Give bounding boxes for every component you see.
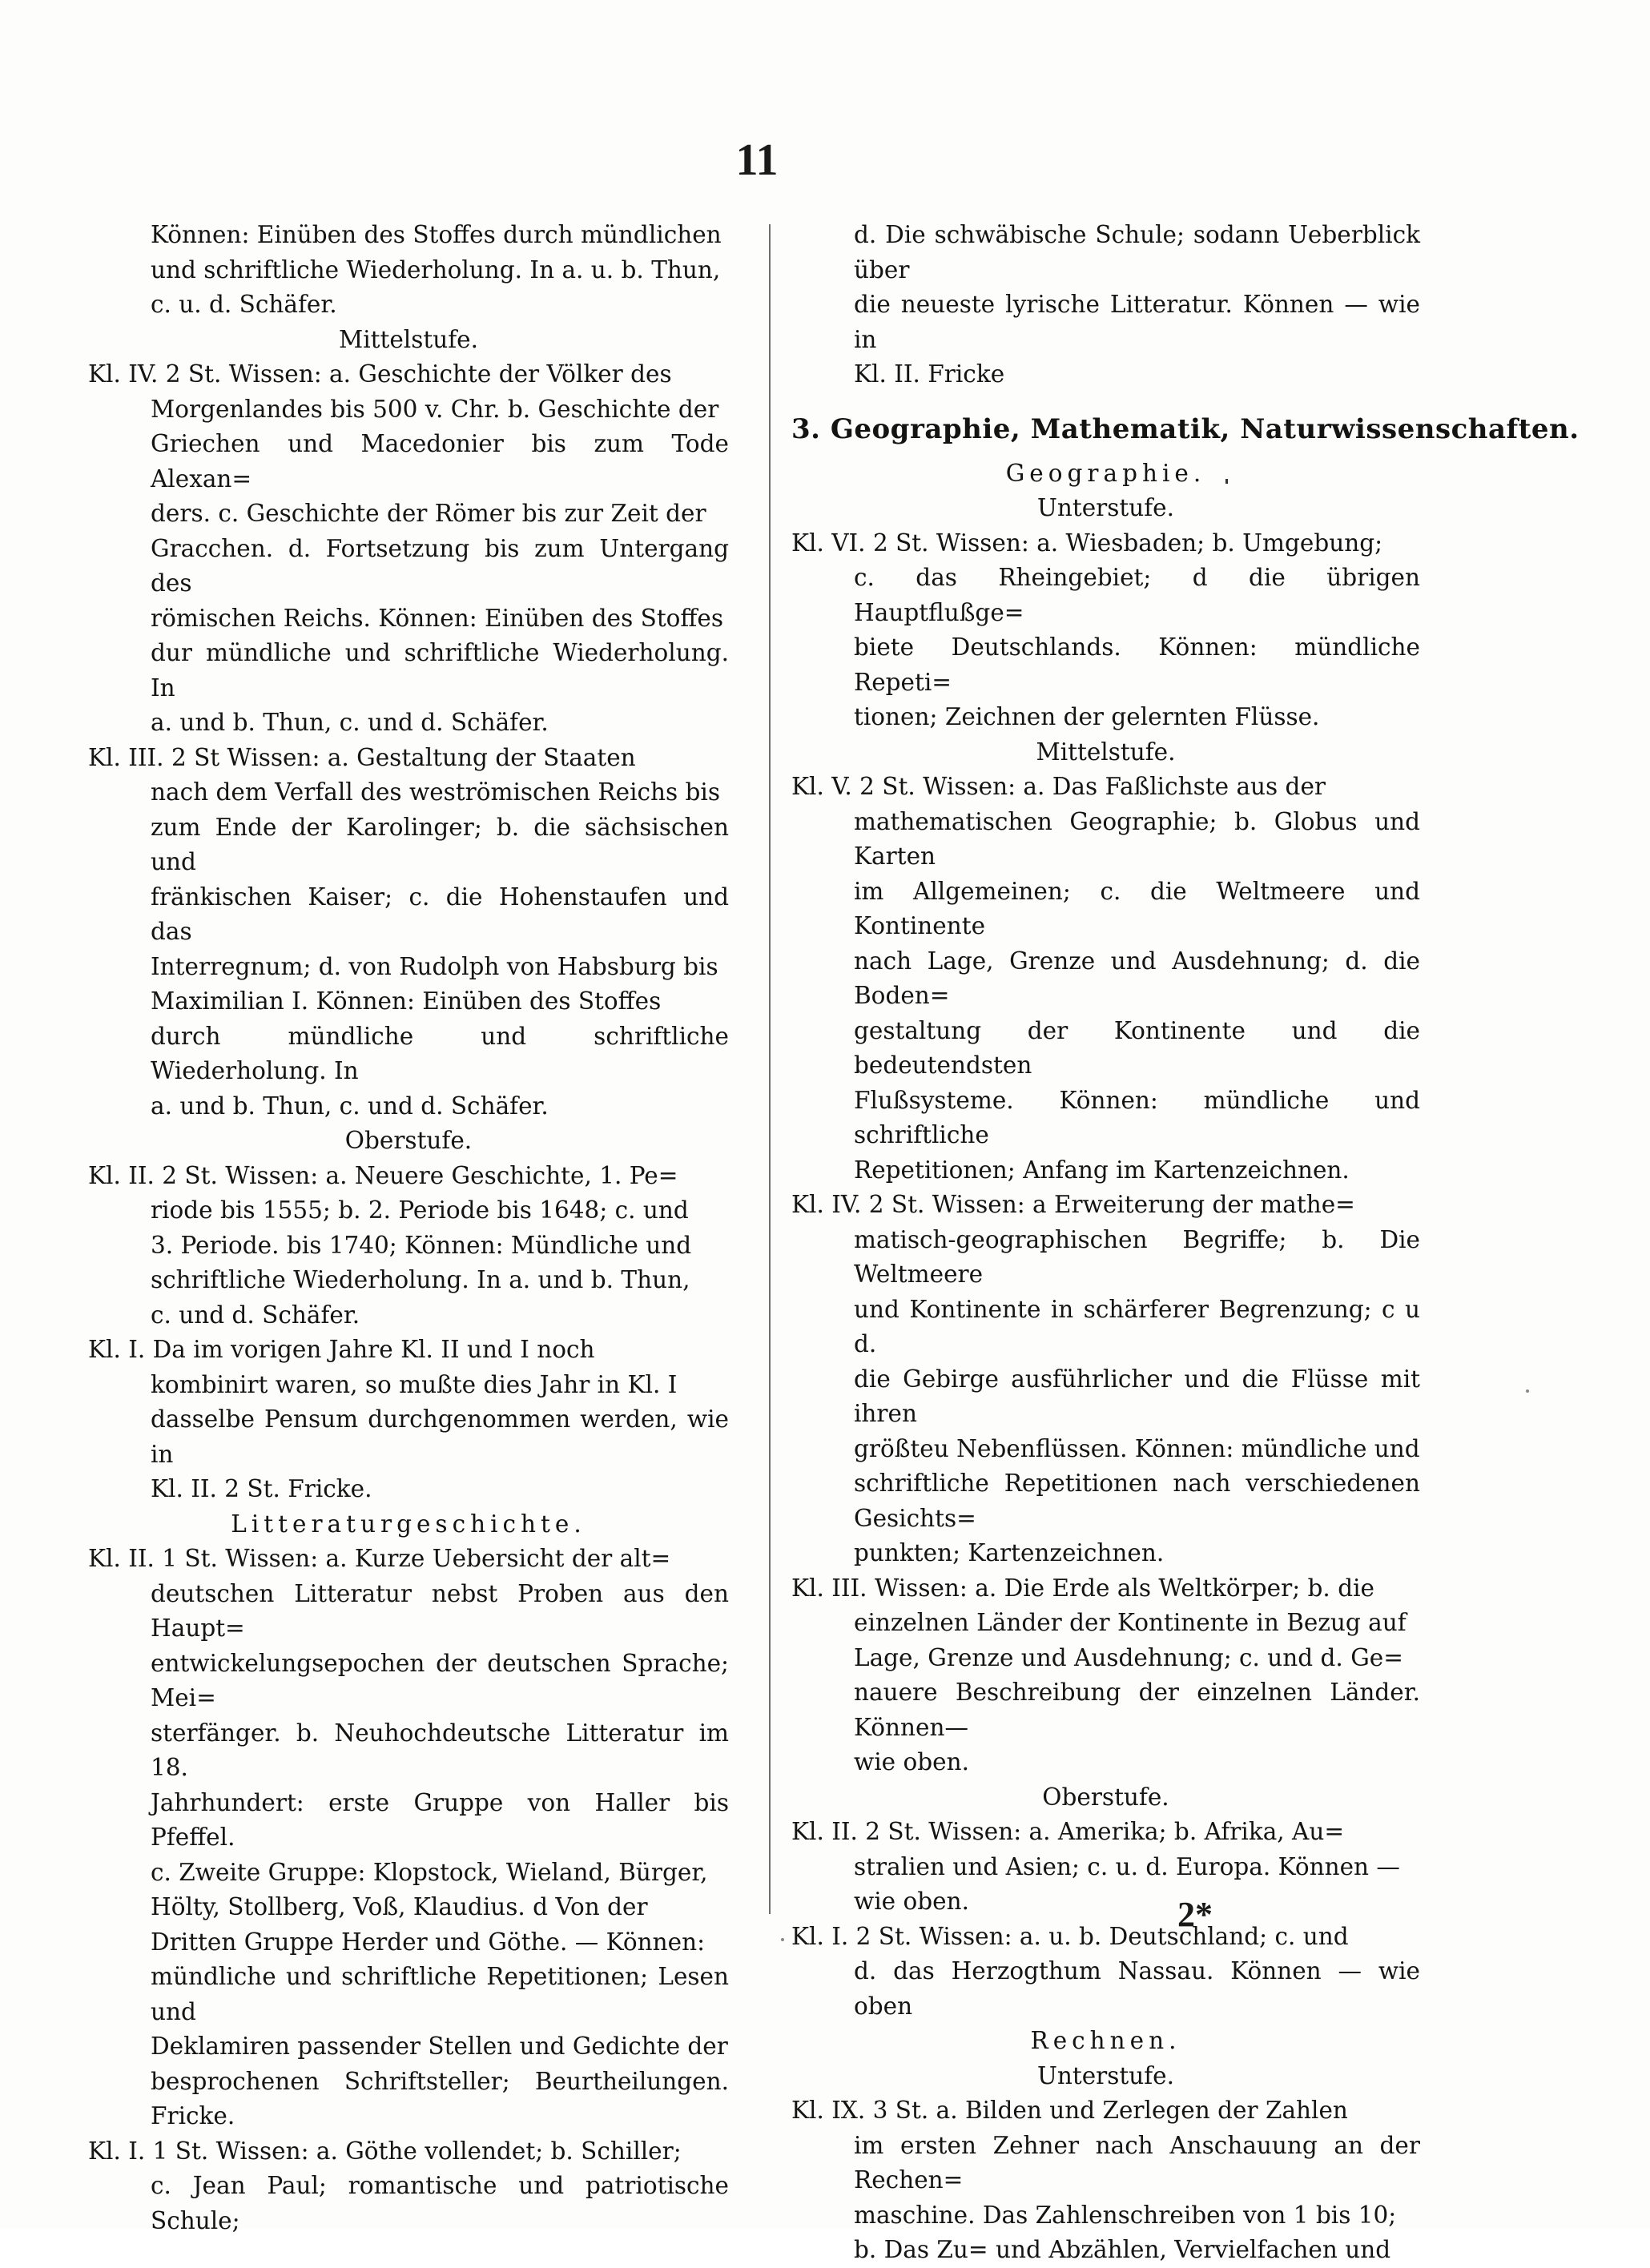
text-line: die neueste lyrische Litteratur. Können — wie in [854,291,1420,353]
text-line: c. Zweite Gruppe: Klopstock, Wieland, Bürger, [151,1858,708,1886]
text-line: d. das Herzogthum Nassau. Können — wie oben [854,1957,1420,2020]
text-line: matisch-geographischen Begriffe; b. Die Weltmeere [854,1225,1420,1288]
text-line: stralien und Asien; c. u. d. Europa. Können — [854,1852,1400,1880]
text-line: besprochenen Schriftsteller; Beurtheilungen. Fricke. [151,2067,729,2129]
text-line: Kl. V. 2 St. Wissen: a. Das Faßlichste aus der [791,773,1326,800]
text-line: Deklamiren passender Stellen und Gedichte der [151,2033,728,2060]
text-line: a. und b. Thun, c. und d. Schäfer. [151,709,549,736]
class-entry [88,1333,729,1507]
level-heading: Mittelstufe. [1036,738,1176,766]
text-line: Kl. IV. 2 St. Wissen: a Erweiterung der mathe= [791,1191,1355,1218]
class-entry [88,2134,729,2239]
continued-paragraph [791,218,1420,392]
text-line: Interregnum; d. von Rudolph von Habsburg bis [151,952,718,980]
text-line: Kl. II. 2 St. Wissen: a. Neuere Geschichte, 1. Pe= [88,1161,678,1189]
paper-speck [781,1938,784,1941]
text-line: Gracchen. d. Fortsetzung bis zum Untergang des [151,534,729,597]
text-line: Können: Einüben des Stoffes durch mündlichen [151,221,722,248]
text-line: und schriftliche Wiederholung. In a. u. b. Thun, [151,255,721,284]
section-subheading: Geographie. [1005,459,1206,487]
text-line: Kl. III. 2 St Wissen: a. Gestaltung der Staaten [88,743,636,771]
text-line: die Gebirge ausführlicher und die Flüsse mit ihren [854,1365,1420,1427]
text-line: ders. c. Geschichte der Römer bis zur Zeit der [151,500,706,527]
section-subheading: Litteraturgeschichte. [231,1510,586,1538]
class-entry [791,2093,1420,2268]
text-line: Kl. I. Da im vorigen Jahre Kl. II und I noch [88,1336,595,1363]
text-line: d. Die schwäbische Schule; sodann Ueberblick über [854,221,1420,284]
section-heading: 3. Geographie, Mathematik, Naturwissenschaften. [791,412,1580,445]
level-heading: Oberstufe. [1042,1783,1169,1811]
text-line: dur mündliche und schriftliche Wiederholung. In [151,639,729,702]
text-line: nach dem Verfall des weströmischen Reichs bis [151,778,721,806]
text-line: Kl. II. 1 St. Wissen: a. Kurze Uebersicht der alt= [88,1545,671,1572]
text-line: im Allgemeinen; c. die Weltmeere und Kontinente [854,877,1420,939]
text-line: Griechen und Macedonier bis zum Tode Alexan= [151,430,729,493]
level-heading: Mittelstufe. [339,325,478,353]
text-line: und Kontinente in schärferer Begrenzung; c u d. [854,1295,1420,1357]
section-subheading: Rechnen. [1030,2027,1181,2054]
class-entry [88,1159,729,1333]
text-line: fränkischen Kaiser; c. die Hohenstaufen und das [151,883,729,945]
text-line: kombinirt waren, so mußte dies Jahr in Kl. I [151,1370,678,1398]
text-line: dasselbe Pensum durchgenommen werden, wie in [151,1405,729,1468]
text-line: durch mündliche und schriftliche Wiederholung. In [151,1022,729,1084]
text-line: Morgenlandes bis 500 v. Chr. b. Geschichte der [151,395,719,423]
left-column [88,218,729,2238]
class-entry [88,357,729,741]
class-entry [791,526,1420,735]
text-line: römischen Reichs. Können: Einüben des Stoffes [151,604,723,632]
text-line: Hölty, Stollberg, Voß, Klaudius. d Von der [151,1893,648,1920]
text-line: wie oben. [854,1748,969,1775]
text-line: riode bis 1555; b. 2. Periode bis 1648; c. und [151,1196,689,1224]
text-line: Maximilian I. Können: Einüben des Stoffes [151,987,662,1015]
text-line: sterfänger. b. Neuhochdeutsche Litteratur im 18. [151,1719,729,1781]
text-line: punkten; Kartenzeichnen. [854,1539,1165,1566]
text-line: 3. Periode. bis 1740; Können: Mündliche und [151,1231,692,1259]
text-line: nauere Beschreibung der einzelnen Länder. Können— [854,1679,1420,1741]
text-line: a. und b. Thun, c. und d. Schäfer. [151,1092,549,1120]
text-line: zum Ende der Karolinger; b. die sächsischen und [151,813,729,875]
text-line: im ersten Zehner nach Anschauung an der Rechen= [854,2131,1420,2194]
text-line: tionen; Zeichnen der gelernten Flüsse. [854,703,1320,730]
class-entry [791,770,1420,1188]
text-line: mündliche und schriftliche Repetitionen; Lesen und [151,1963,729,2025]
class-entry [791,1571,1420,1780]
text-line: Jahrhundert: erste Gruppe von Haller bis Pfeffel. [151,1788,729,1851]
text-line: Flußsysteme. Können: mündliche und schriftliche [854,1086,1420,1148]
text-line: Kl. IV. 2 St. Wissen: a. Geschichte der Völker des [88,360,672,388]
text-line: Kl. VI. 2 St. Wissen: a. Wiesbaden; b. Umgebung; [791,529,1383,557]
text-line: mathematischen Geographie; b. Globus und Karten [854,807,1420,870]
text-line: c. das Rheingebiet; d die übrigen Hauptflußge= [854,564,1420,626]
text-line: c. und d. Schäfer. [151,1301,360,1329]
text-line: schriftliche Wiederholung. In a. und b. Thun, [151,1266,690,1293]
text-line: gestaltung der Kontinente und die bedeutendsten [854,1016,1420,1079]
text-line: Lage, Grenze und Ausdehnung; c. und d. Ge= [854,1643,1403,1671]
text-line: Kl. II. 2 St. Fricke. [151,1475,372,1502]
text-line: Repetitionen; Anfang im Kartenzeichnen. [854,1156,1350,1184]
paper-speck [1526,1389,1529,1393]
text-line: c. Jean Paul; romantische und patriotische Schule; [151,2172,729,2234]
level-heading: Unterstufe. [1036,2061,1175,2089]
text-line: einzelnen Länder der Kontinente in Bezug auf [854,1609,1407,1636]
text-line: nach Lage, Grenze und Ausdehnung; d. die Boden= [854,947,1420,1009]
level-heading: Oberstufe. [344,1127,473,1154]
class-entry [791,1920,1420,2025]
text-line: c. u. d. Schäfer. [151,291,337,318]
class-entry [791,1815,1420,1920]
continued-paragraph [88,218,729,323]
class-entry [791,1188,1420,1571]
text-line: wie oben. [854,1888,969,1915]
text-line: Kl. II. 2 St. Wissen: a. Amerika; b. Afrika, Au= [791,1818,1345,1845]
text-line: Dritten Gruppe Herder und Göthe. — Können: [151,1928,706,1956]
text-line: Kl. III. Wissen: a. Die Erde als Weltkörper; b. die [791,1574,1374,1602]
text-line: biete Deutschlands. Können: mündliche Repeti= [854,633,1420,696]
page-number: 11 [735,135,779,185]
right-column [791,218,1580,2268]
level-heading: Unterstufe. [1036,494,1175,521]
text-line: schriftliche Repetitionen nach verschiedenen Gesichts= [854,1470,1420,1532]
text-line: b. Das Zu= und Abzählen, Vervielfachen und [854,2236,1391,2263]
column-divider [769,224,771,1914]
text-line: deutschen Litteratur nebst Proben aus den Haupt= [151,1579,729,1642]
class-entry [88,741,729,1124]
print-mark [1225,479,1228,484]
class-entry [88,1542,729,2134]
text-line: Kl. II. Fricke [854,360,1005,388]
text-line: Kl. I. 1 St. Wissen: a. Göthe vollendet; b. Schiller; [88,2137,682,2165]
text-line: maschine. Das Zahlenschreiben von 1 bis 10; [854,2201,1397,2229]
text-line: Kl. IX. 3 St. a. Bilden und Zerlegen der Zahlen [791,2097,1348,2124]
text-line: Kl. I. 2 St. Wissen: a. u. b. Deutschland; c. und [791,1922,1349,1950]
text-line: entwickelungsepochen der deutschen Sprache; Mei= [151,1649,729,1711]
printer-signature: 2* [1177,1895,1213,1934]
text-line: größteu Nebenflüssen. Können: mündliche und [854,1434,1420,1462]
